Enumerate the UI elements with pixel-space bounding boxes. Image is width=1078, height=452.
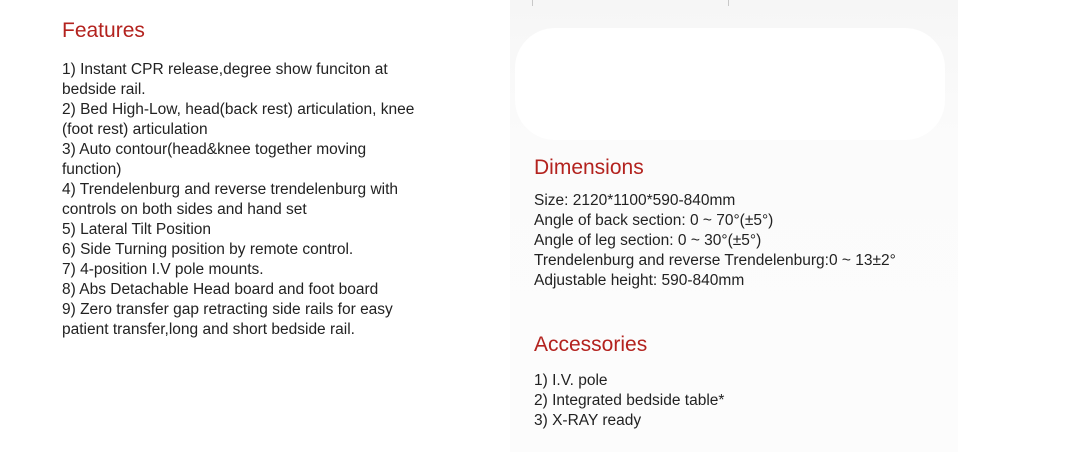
divider-tick bbox=[728, 0, 729, 6]
list-item: 4) Trendelenburg and reverse trendelenburg with bbox=[62, 181, 399, 198]
list-item: 3) X-RAY ready bbox=[534, 412, 642, 429]
accessories-section bbox=[534, 332, 724, 431]
list-item: bedside rail. bbox=[62, 81, 146, 98]
list-item: 2) Integrated bedside table* bbox=[534, 392, 725, 409]
list-item: Angle of back section: 0 ~ 70°(±5°) bbox=[534, 212, 774, 229]
list-item: (foot rest) articulation bbox=[62, 121, 208, 138]
list-item: 7) 4-position I.V pole mounts. bbox=[62, 261, 264, 278]
list-item: 1) I.V. pole bbox=[534, 372, 608, 389]
list-item: 3) Auto contour(head&knee together moving bbox=[62, 141, 367, 158]
accessories-heading: Accessories bbox=[534, 333, 648, 356]
list-item: 6) Side Turning position by remote control. bbox=[62, 241, 354, 258]
features-heading: Features bbox=[62, 19, 145, 42]
list-item: 9) Zero transfer gap retracting side rails for easy bbox=[62, 301, 393, 318]
divider-tick bbox=[532, 0, 533, 6]
list-item: 8) Abs Detachable Head board and foot board bbox=[62, 281, 379, 298]
list-item: patient transfer,long and short bedside rail. bbox=[62, 321, 355, 338]
list-item: Size: 2120*1100*590-840mm bbox=[534, 192, 736, 209]
features-section bbox=[62, 18, 414, 340]
accessories-list bbox=[534, 371, 724, 431]
list-item: function) bbox=[62, 161, 122, 178]
features-list bbox=[62, 60, 414, 340]
dimensions-section bbox=[534, 155, 896, 291]
list-item: Trendelenburg and reverse Trendelenburg:0 ~ 13±2° bbox=[534, 252, 896, 269]
dimensions-list bbox=[534, 191, 896, 291]
list-item: 1) Instant CPR release,degree show funciton at bbox=[62, 61, 388, 78]
list-item: 5) Lateral Tilt Position bbox=[62, 221, 212, 238]
dimensions-heading: Dimensions bbox=[534, 156, 644, 179]
list-item: controls on both sides and hand set bbox=[62, 201, 307, 218]
list-item: Adjustable height: 590-840mm bbox=[534, 272, 745, 289]
image-placeholder bbox=[515, 28, 945, 140]
list-item: Angle of leg section: 0 ~ 30°(±5°) bbox=[534, 232, 762, 249]
list-item: 2) Bed High-Low, head(back rest) articulation, knee bbox=[62, 101, 415, 118]
